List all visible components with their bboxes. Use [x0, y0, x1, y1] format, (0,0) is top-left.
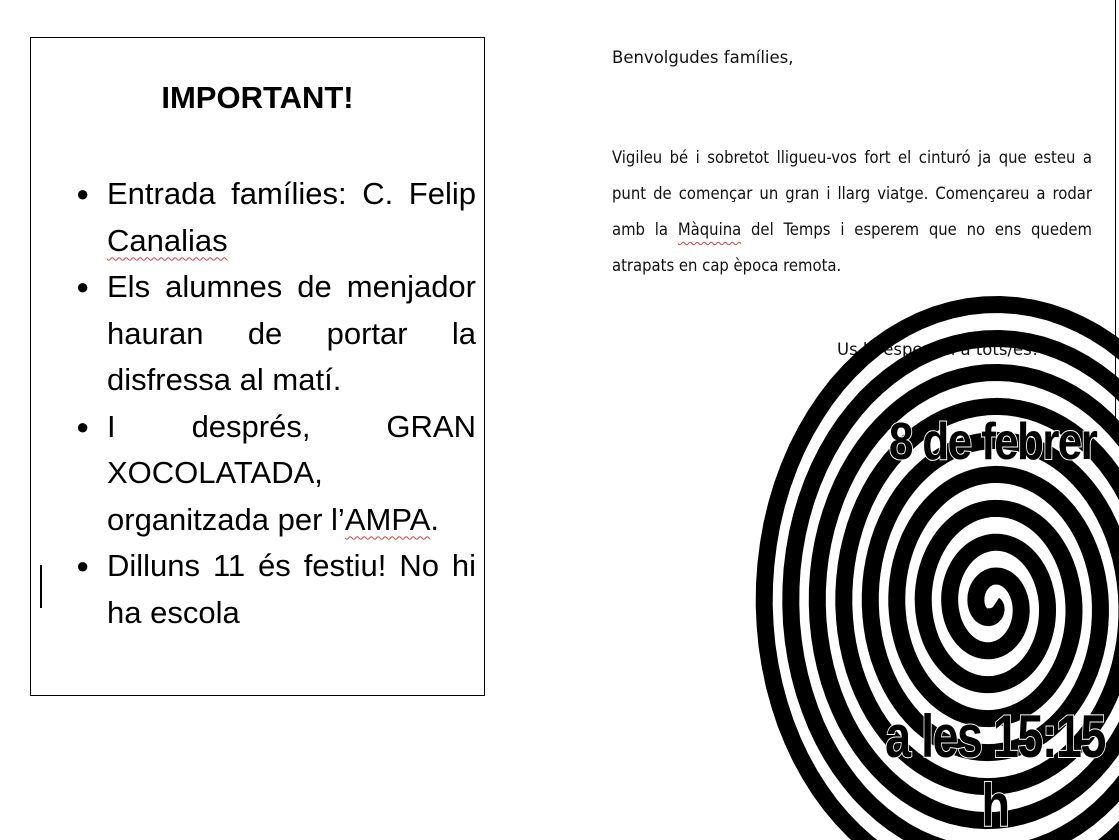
bullet-icon: ● — [76, 404, 89, 451]
letter-body: Vigileu bé i sobretot lligueu-vos fort el cinturó ja que esteu a punt de començar un gran i llarg viatge. Començareu a rodar amb la Màquina del Temps i esperem que no ens quedem atrapats en cap època remota. — [612, 140, 1092, 284]
notice-title: IMPORTANT! — [31, 80, 484, 116]
notice-list — [76, 171, 476, 636]
notice-item-chocolate: ● I després, GRAN XOCOLATADA, organitzada per l’AMPA. — [76, 404, 476, 544]
text-cursor — [40, 565, 42, 608]
bullet-icon: ● — [76, 171, 89, 218]
letter-greeting: Benvolgudes famílies, — [612, 48, 794, 67]
poster-time: a les 15:15 h — [882, 702, 1108, 840]
notice-item-lunch: ● Els alumnes de menjador hauran de portar la disfressa al matí. — [76, 264, 476, 404]
important-notice-box[interactable] — [30, 37, 485, 696]
notice-item-entrance: ● Entrada famílies: C. Felip Canalias — [76, 171, 476, 264]
spellcheck-mark: Canalias — [107, 223, 228, 258]
notice-item-holiday: ● Dilluns 11 és festiu! No hi ha escola — [76, 543, 476, 636]
spellcheck-mark: AMPA — [345, 502, 431, 537]
bullet-icon: ● — [76, 543, 89, 590]
letter-closing: Us hi esperem a tots/es! — [837, 340, 1038, 359]
spellcheck-mark: Màquina — [678, 220, 741, 239]
poster-date: 8 de febrer — [885, 412, 1100, 472]
time-machine-poster[interactable] — [866, 420, 1119, 782]
bullet-icon: ● — [76, 264, 89, 311]
